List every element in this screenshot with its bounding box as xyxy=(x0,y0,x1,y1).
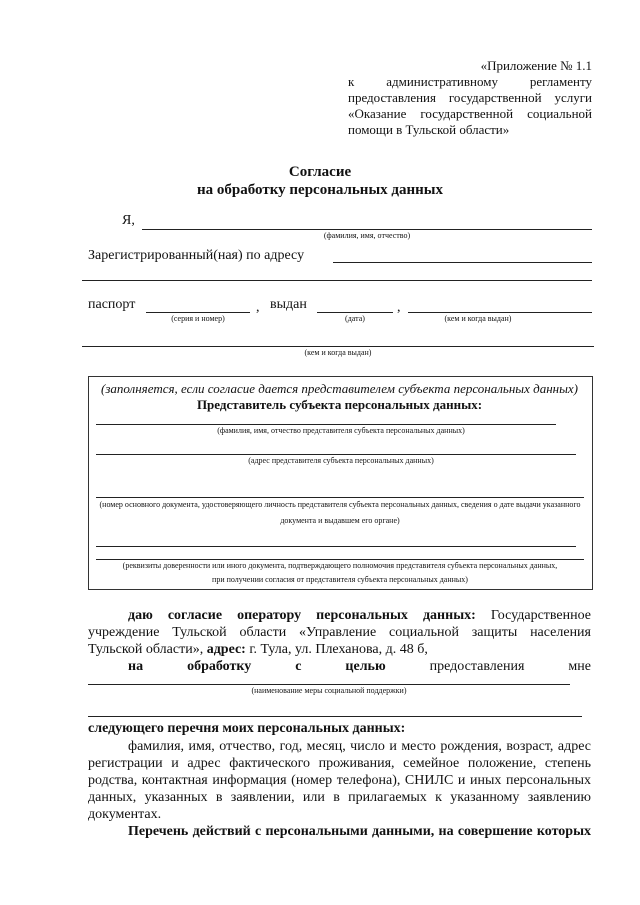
issue-date-field[interactable] xyxy=(317,312,393,313)
passport-label: паспорт xyxy=(88,297,136,312)
operator-line-2: учреждение Тульской области «Управление социальной защиты населения xyxy=(88,625,591,640)
purpose-word-6: мне xyxy=(568,659,591,674)
consent-line-1 xyxy=(88,607,591,624)
representative-note: (заполняется, если согласие дается представителем субъекта персональных данных) xyxy=(100,381,578,396)
issued-label: выдан xyxy=(270,297,307,312)
purpose-word-3: с xyxy=(295,659,302,674)
address-field-1[interactable] xyxy=(333,262,592,263)
purpose-word-4: целью xyxy=(345,659,386,674)
operator-line-3: Тульской области», xyxy=(88,642,204,657)
fio-field[interactable] xyxy=(142,229,592,230)
rep-address-caption: (адрес представителя субъекта персональных данных) xyxy=(248,456,434,465)
operator-address: г. Тула, ул. Плеханова, д. 48 б, xyxy=(249,642,428,657)
measure-field[interactable] xyxy=(88,684,570,685)
actions-line: Перечень действий с персональными данными, на совершение которых xyxy=(128,824,591,839)
rep-address-field[interactable] xyxy=(96,454,576,455)
issued-by-field[interactable] xyxy=(408,312,592,313)
rep-fio-caption: (фамилия, имя, отчество представителя субъекта персональных данных) xyxy=(217,426,465,435)
list-heading: следующего перечня моих персональных данных: xyxy=(88,721,406,736)
comma-2: , xyxy=(397,300,401,315)
consent-lead: даю согласие оператору персональных данных: xyxy=(128,608,476,623)
appendix-line-1: «Приложение № 1.1 xyxy=(480,58,592,73)
consent-line-3 xyxy=(88,641,591,658)
rep-proxy-field-2[interactable] xyxy=(96,559,584,560)
series-caption: (серия и номер) xyxy=(171,314,225,323)
list-line-3: родства, контактная информация (номер телефона), СНИЛС и иных персональных xyxy=(88,773,591,788)
registered-label: Зарегистрированный(ная) по адресу xyxy=(88,248,305,263)
issued-by-caption-2: (кем и когда выдан) xyxy=(304,348,372,357)
rep-proxy-field-1[interactable] xyxy=(96,546,576,547)
purpose-word-1: на xyxy=(128,659,144,674)
address-label: адрес: xyxy=(206,642,246,657)
rep-fio-field[interactable] xyxy=(96,424,556,425)
title-line-1: Согласие xyxy=(288,164,352,180)
purpose-word-2: обработку xyxy=(187,659,252,674)
title-line-2: на обработку персональных данных xyxy=(197,182,443,198)
operator-line-1: Государственное xyxy=(490,608,592,623)
list-line-1: фамилия, имя, отчество, год, месяц, число и место рождения, возраст, адрес xyxy=(128,739,591,754)
rep-doc-field[interactable] xyxy=(96,497,584,498)
measure-caption: (наименование меры социальной поддержки) xyxy=(251,686,407,695)
appendix-line-3: предоставления государственной услуги xyxy=(348,90,592,105)
appendix-block xyxy=(348,58,592,138)
appendix-line-2: к административному регламенту xyxy=(348,74,592,89)
issued-by-caption: (кем и когда выдан) xyxy=(444,314,512,323)
list-line-4: данных, указанных в заявлении, или в прилагаемых к указанному заявлению xyxy=(88,790,591,805)
rep-doc-caption-1: (номер основного документа, удостоверяющего личность представителя субъекта персональных данных, сведения о дате выдачи указанного xyxy=(99,500,581,509)
passport-number-field[interactable] xyxy=(146,312,250,313)
representative-title: Представитель субъекта персональных данных: xyxy=(196,397,483,412)
date-caption: (дата) xyxy=(345,314,365,323)
address-field-2[interactable] xyxy=(82,280,592,281)
measure-field-2[interactable] xyxy=(88,716,582,717)
list-line-2: регистрации и адрес фактического проживания, семейное положение, степень xyxy=(88,756,591,771)
rep-doc-caption-2: документа и выдавшем его органе) xyxy=(280,516,400,525)
appendix-line-4: «Оказание государственной социальной xyxy=(348,106,592,121)
appendix-line-5: помощи в Тульской области» xyxy=(348,122,510,137)
purpose-line xyxy=(88,658,591,675)
issued-by-field-2[interactable] xyxy=(82,346,594,347)
fio-caption: (фамилия, имя, отчество) xyxy=(323,231,411,240)
purpose-word-5: предоставления xyxy=(429,659,525,674)
rep-proxy-caption-1: (реквизиты доверенности или иного документа, подтверждающего полномочия представителя субъекта персональных данных, xyxy=(122,561,558,570)
rep-proxy-caption-2: при получении согласия от представителя субъекта персональных данных) xyxy=(212,575,468,584)
ya-label: Я, xyxy=(122,213,135,228)
list-line-5: документах. xyxy=(88,807,162,822)
comma-1: , xyxy=(256,300,260,315)
